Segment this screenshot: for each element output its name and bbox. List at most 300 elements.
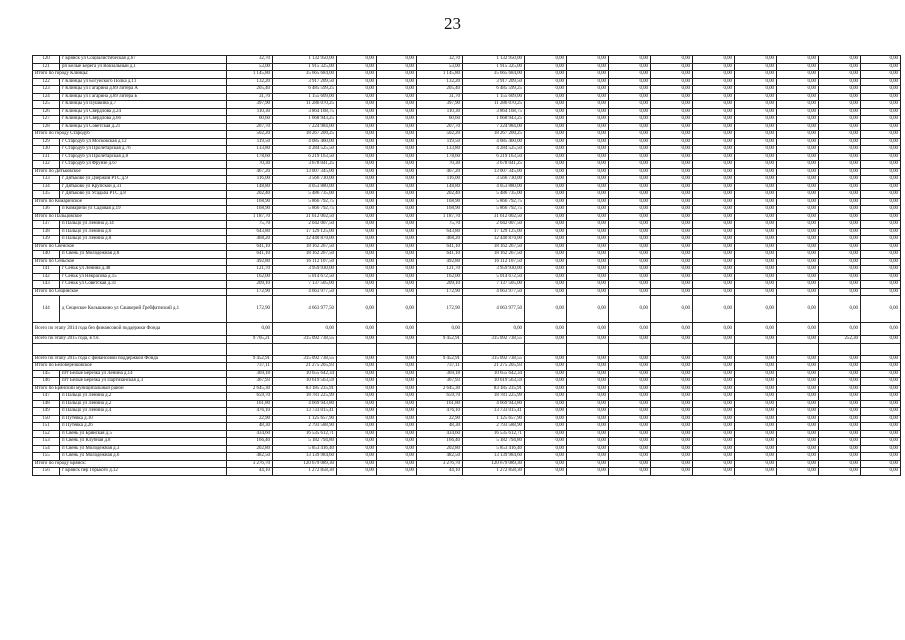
row-number: 156 (33, 468, 60, 476)
cell-value: 0,00 (377, 288, 417, 296)
cell-value: 116,00 (227, 176, 273, 184)
cell-value: 502,20 (417, 131, 463, 139)
cell-value: 0,00 (567, 393, 609, 401)
cell-value: 5 182 794,80 (463, 438, 525, 446)
cell-value: 0,00 (567, 131, 609, 139)
cell-value: 209,10 (417, 281, 463, 289)
cell-value: 0,00 (651, 323, 693, 336)
cell-value: 0,00 (377, 63, 417, 71)
cell-value: 0,00 (567, 78, 609, 86)
cell-value: 0,00 (777, 363, 819, 371)
cell-value: 0,00 (819, 86, 861, 94)
cell-value: 0,00 (525, 63, 567, 71)
cell-value: 0,00 (377, 78, 417, 86)
cell-value: 0,00 (735, 71, 777, 79)
row-address: г Брянск ул Социалистическая д.67 (60, 56, 227, 64)
cell-value: 0,00 (861, 78, 901, 86)
cell-value: 0,00 (567, 153, 609, 161)
row-address: пгт Белые Березка ул Ленина д.14 (60, 370, 227, 378)
cell-value: 202,40 (417, 191, 463, 199)
row-address: г Сеньк ул Некрасова д.15 (60, 273, 227, 281)
cell-value: 0,00 (609, 146, 651, 154)
cell-value: 0,00 (567, 221, 609, 229)
cell-value: 0,00 (567, 251, 609, 259)
row-number: 136 (33, 206, 60, 214)
cell-value: 315 092 738,55 (273, 336, 337, 344)
cell-value: 0,00 (567, 176, 609, 184)
cell-value: 0,00 (377, 438, 417, 446)
cell-value: 0,00 (861, 273, 901, 281)
cell-value: 0,00 (819, 423, 861, 431)
cell-value: 202,80 (227, 445, 273, 453)
row-address: пгт Белые Березка ул Партизанская д.3 (60, 378, 227, 386)
cell-value: 4 053 880,00 (463, 183, 525, 191)
cell-value: 168,90 (417, 206, 463, 214)
row-number: 130 (33, 146, 60, 154)
cell-value: 0,00 (735, 273, 777, 281)
cell-value: 0,00 (567, 183, 609, 191)
table-row (33, 93, 901, 101)
cell-value: 0,00 (819, 221, 861, 229)
cell-value: 0,00 (609, 453, 651, 461)
cell-value: 0,00 (651, 251, 693, 259)
cell-value: 0,00 (567, 355, 609, 363)
cell-value: 9 705,21 (227, 336, 273, 344)
table-row (33, 108, 901, 116)
cell-value: 0,00 (377, 258, 417, 266)
cell-value: 0,00 (609, 445, 651, 453)
cell-value: 4 284 525,50 (463, 146, 525, 154)
row-address: г Клинцы ул Гагарина д.89 литера А (60, 86, 227, 94)
cell-value: 0,00 (609, 266, 651, 274)
cell-value: 0,00 (609, 86, 651, 94)
table-row (33, 468, 901, 476)
row-label: Итого по Сещинское (33, 288, 227, 296)
cell-value: 0,00 (819, 56, 861, 64)
cell-value: 0,00 (777, 430, 819, 438)
row-address: п Пальцо ул Ленина д.8 (60, 236, 227, 244)
cell-value: 0,00 (651, 468, 693, 476)
cell-value: 0,00 (693, 296, 735, 323)
cell-value: 0,00 (525, 453, 567, 461)
table-row (33, 183, 901, 191)
cell-value: 0,00 (567, 430, 609, 438)
cell-value: 0,00 (337, 266, 377, 274)
cell-value: 0,00 (777, 78, 819, 86)
cell-value: 0,00 (777, 146, 819, 154)
cell-value: 0,00 (567, 168, 609, 176)
cell-value: 0,00 (693, 460, 735, 468)
cell-value (735, 343, 777, 355)
cell-value: 17 129 125,00 (463, 228, 525, 236)
cell-value: 0,00 (819, 63, 861, 71)
cell-value: 0,00 (377, 400, 417, 408)
row-label: Итого по городу Стародуб (33, 131, 227, 139)
cell-value: 35 665 684,00 (273, 71, 337, 79)
cell-value: 0,00 (567, 206, 609, 214)
cell-value: 0,00 (337, 423, 377, 431)
cell-value: 0,00 (735, 93, 777, 101)
cell-value: 0,00 (735, 108, 777, 116)
cell-value: 0,00 (777, 123, 819, 131)
cell-value: 0,00 (777, 438, 819, 446)
row-number: 146 (33, 378, 60, 386)
table-body (33, 56, 901, 476)
cell-value: 0,00 (819, 460, 861, 468)
cell-value: 0,00 (567, 258, 609, 266)
cell-value: 0,00 (819, 228, 861, 236)
cell-value: 0,00 (337, 445, 377, 453)
cell-value: 369,18 (227, 370, 273, 378)
row-number: 145 (33, 370, 60, 378)
cell-value: 0,00 (525, 408, 567, 416)
cell-value: 0,00 (693, 288, 735, 296)
cell-value: 0,00 (777, 71, 819, 79)
cell-value: 0,00 (525, 258, 567, 266)
cell-value: 0,00 (337, 63, 377, 71)
cell-value: 0,00 (861, 213, 901, 221)
cell-value: 0,00 (819, 378, 861, 386)
cell-value: 0,00 (377, 198, 417, 206)
cell-value: 21 275 205,93 (273, 363, 337, 371)
cell-value: 0,00 (525, 251, 567, 259)
cell-value: 0,00 (693, 281, 735, 289)
cell-value: 0,00 (525, 71, 567, 79)
table-row (33, 86, 901, 94)
cell-value: 0,00 (651, 131, 693, 139)
cell-value: 0,00 (693, 378, 735, 386)
cell-value: 0,00 (609, 161, 651, 169)
cell-value: 0,00 (609, 370, 651, 378)
cell-value: 0,00 (735, 213, 777, 221)
cell-value: 0,00 (861, 430, 901, 438)
cell-value: 0,00 (861, 423, 901, 431)
cell-value: 2 645,30 (417, 385, 463, 393)
cell-value: 0,00 (777, 206, 819, 214)
table-subtotal-row (33, 385, 901, 393)
cell-value: 0,00 (861, 385, 901, 393)
cell-value: 0,00 (377, 445, 417, 453)
cell-value: 166,40 (227, 438, 273, 446)
cell-value: 0,00 (609, 415, 651, 423)
row-address: г Клинцы ул Пушкина д.7 (60, 101, 227, 109)
cell-value: 0,00 (693, 363, 735, 371)
cell-value: 83 185 235,91 (463, 385, 525, 393)
cell-value: 0,00 (861, 56, 901, 64)
cell-value (567, 343, 609, 355)
cell-value: 0,00 (651, 206, 693, 214)
cell-value: 0,00 (735, 445, 777, 453)
cell-value: 4 085 460,00 (273, 138, 337, 146)
cell-value: 0,00 (693, 86, 735, 94)
cell-value: 0,00 (525, 146, 567, 154)
cell-value: 0,00 (609, 78, 651, 86)
cell-value: 0,00 (693, 191, 735, 199)
cell-value: 659,70 (227, 393, 273, 401)
cell-value: 0,00 (735, 438, 777, 446)
cell-value: 0,00 (525, 336, 567, 344)
cell-value: 0,00 (651, 423, 693, 431)
cell-value: 0,00 (609, 400, 651, 408)
cell-value: 0,00 (525, 323, 567, 336)
cell-value: 0,00 (861, 415, 901, 423)
cell-value: 5 486 735,00 (273, 191, 337, 199)
cell-value: 0,00 (337, 281, 377, 289)
cell-value: 166,40 (417, 438, 463, 446)
cell-value: 0,00 (693, 161, 735, 169)
cell-value: 0,00 (861, 228, 901, 236)
cell-value: 0,00 (777, 273, 819, 281)
cell-value: 0,00 (525, 460, 567, 468)
cell-value: 0,00 (693, 221, 735, 229)
row-address: г Клинцы ул Богунского Полка д.11 (60, 78, 227, 86)
cell-value: 0,00 (377, 146, 417, 154)
cell-value: 367,93 (227, 378, 273, 386)
cell-value: 0,00 (861, 296, 901, 323)
cell-value: 132,20 (227, 78, 273, 86)
cell-value: 0,00 (819, 176, 861, 184)
cell-value: 0,00 (651, 288, 693, 296)
table-row (33, 101, 901, 109)
cell-value: 0,00 (337, 370, 377, 378)
row-address: г Дятьково ул Дзержин РТС д.9 (60, 176, 227, 184)
cell-value: 0,00 (777, 323, 819, 336)
cell-value: 0,00 (609, 93, 651, 101)
cell-value: 0,00 (525, 430, 567, 438)
cell-value: 1 145,80 (227, 71, 273, 79)
table-row (33, 343, 901, 355)
cell-value: 0,00 (861, 438, 901, 446)
table-subtotal-row (33, 198, 901, 206)
cell-value: 0,00 (337, 460, 377, 468)
cell-value: 0,00 (819, 408, 861, 416)
cell-value: 0,00 (651, 123, 693, 131)
cell-value: 0,00 (567, 108, 609, 116)
table-subtotal-row (33, 363, 901, 371)
cell-value: 0,00 (273, 323, 337, 336)
cell-value: 0,00 (651, 243, 693, 251)
cell-value: 0,00 (861, 453, 901, 461)
cell-value: 5 866 792,75 (273, 198, 337, 206)
cell-value: 16 535 612,71 (463, 430, 525, 438)
cell-value: 0,00 (819, 101, 861, 109)
cell-value: 0,00 (525, 400, 567, 408)
cell-value: 6 219 163,50 (273, 153, 337, 161)
table-row (33, 400, 901, 408)
cell-value: 12 440 870,00 (463, 236, 525, 244)
cell-value: 0,00 (337, 116, 377, 124)
cell-value: 0,00 (609, 198, 651, 206)
cell-value: 0,00 (777, 266, 819, 274)
cell-value: 0,00 (861, 363, 901, 371)
cell-value: 116,00 (417, 176, 463, 184)
cell-value: 148,80 (417, 183, 463, 191)
cell-value: 5 853 416,40 (463, 445, 525, 453)
cell-value: 162,00 (227, 273, 273, 281)
cell-value: 0,00 (777, 408, 819, 416)
cell-value: 3 959 930,00 (273, 266, 337, 274)
cell-value (377, 343, 417, 355)
cell-value: 0,00 (651, 93, 693, 101)
cell-value: 0,00 (693, 445, 735, 453)
cell-value: 0,00 (377, 323, 417, 336)
cell-value: 0,00 (735, 251, 777, 259)
cell-value: 0,00 (651, 108, 693, 116)
table-row (33, 438, 901, 446)
table-row (33, 273, 901, 281)
cell-value: 18 267 200,25 (273, 131, 337, 139)
cell-value: 0,00 (777, 138, 819, 146)
cell-value: 1 155 609,00 (463, 93, 525, 101)
cell-value: 0,00 (777, 243, 819, 251)
table-row (33, 78, 901, 86)
cell-value: 0,00 (735, 355, 777, 363)
cell-value: 1 272 858,30 (463, 468, 525, 476)
cell-value: 0,00 (337, 415, 377, 423)
row-label: Всего по этапу 2015 года с финансовой поддержкой Фонда (33, 355, 227, 363)
cell-value: 0,00 (735, 56, 777, 64)
cell-value: 482,50 (227, 453, 273, 461)
cell-value: 0,00 (651, 138, 693, 146)
cell-value: 209,10 (227, 281, 273, 289)
cell-value: 0,00 (377, 266, 417, 274)
cell-value: 0,00 (377, 408, 417, 416)
table-subtotal-row (33, 258, 901, 266)
cell-value: 0,00 (609, 221, 651, 229)
cell-value: 0,00 (777, 370, 819, 378)
resettlement-table (32, 55, 901, 476)
cell-value: 0,00 (609, 138, 651, 146)
cell-value: 0,00 (525, 176, 567, 184)
cell-value: 0,00 (651, 228, 693, 236)
table-subtotal-row (33, 355, 901, 363)
row-number: 120 (33, 56, 60, 64)
cell-value: 9 452,91 (417, 336, 463, 344)
cell-value: 0,00 (777, 86, 819, 94)
row-number: 128 (33, 123, 60, 131)
cell-value: 2 645,30 (227, 385, 273, 393)
row-number: 127 (33, 116, 60, 124)
cell-value: 0,00 (337, 258, 377, 266)
cell-value: 110,30 (417, 108, 463, 116)
row-address: п Свень ул Клубная д.8 (60, 438, 227, 446)
cell-value: 0,00 (377, 86, 417, 94)
row-label: Итого по Белоберезковское (33, 363, 227, 371)
cell-value: 0,00 (337, 131, 377, 139)
cell-value: 0,00 (819, 370, 861, 378)
cell-value: 0,00 (693, 251, 735, 259)
cell-value: 0,00 (651, 370, 693, 378)
cell-value: 0,00 (227, 323, 273, 336)
cell-value: 0,00 (337, 71, 377, 79)
row-label: Итого по Пальцовское (33, 213, 227, 221)
cell-value: 161,80 (417, 400, 463, 408)
cell-value: 0,00 (651, 378, 693, 386)
row-address: п Свень ул Брянская д.5 (60, 430, 227, 438)
cell-value: 0,00 (777, 153, 819, 161)
table-row (33, 228, 901, 236)
cell-value: 0,00 (861, 93, 901, 101)
cell-value: 0,00 (567, 281, 609, 289)
cell-value: 0,00 (525, 445, 567, 453)
cell-value: 0,00 (337, 198, 377, 206)
cell-value: 0,00 (525, 198, 567, 206)
cell-value: 0,00 (819, 323, 861, 336)
cell-value: 75,70 (227, 221, 273, 229)
cell-value: 5 014 672,50 (273, 273, 337, 281)
cell-value: 0,00 (861, 378, 901, 386)
cell-value: 207,70 (417, 123, 463, 131)
cell-value: 0,00 (819, 236, 861, 244)
cell-value: 0,00 (525, 153, 567, 161)
cell-value: 0,00 (819, 363, 861, 371)
cell-value: 0,00 (651, 56, 693, 64)
cell-value: 0,00 (377, 370, 417, 378)
cell-value: 0,00 (777, 400, 819, 408)
cell-value (777, 343, 819, 355)
cell-value: 0,00 (609, 423, 651, 431)
table-row (33, 63, 901, 71)
row-number: 144 (33, 296, 60, 323)
cell-value: 0,00 (525, 213, 567, 221)
table-subtotal-row (33, 323, 901, 336)
cell-value: 178,60 (227, 153, 273, 161)
row-address: п Пальцо ул Ленина д.2 (60, 400, 227, 408)
cell-value: 0,00 (377, 453, 417, 461)
cell-value: 0,00 (337, 323, 377, 336)
cell-value: 0,00 (819, 138, 861, 146)
row-number: 124 (33, 93, 60, 101)
cell-value: 0,00 (777, 131, 819, 139)
cell-value: 5 866 792,75 (463, 206, 525, 214)
table-row (33, 161, 901, 169)
cell-value: 0,00 (777, 296, 819, 323)
row-number: 138 (33, 228, 60, 236)
cell-value: 502,20 (227, 131, 273, 139)
cell-value: 0,00 (337, 146, 377, 154)
cell-value: 10 619 563,59 (273, 378, 337, 386)
cell-value: 0,00 (337, 251, 377, 259)
cell-value: 18 162 267,50 (463, 251, 525, 259)
cell-value: 4 085 460,00 (463, 138, 525, 146)
cell-value: 0,00 (567, 93, 609, 101)
cell-value: 0,00 (609, 430, 651, 438)
cell-value: 0,00 (819, 183, 861, 191)
row-number: 121 (33, 63, 60, 71)
cell-value: 3 276,70 (227, 460, 273, 468)
cell-value: 0,00 (651, 176, 693, 184)
cell-value: 0,00 (651, 438, 693, 446)
table-subtotal-row (33, 288, 901, 296)
table-subtotal-row (33, 168, 901, 176)
cell-value: 0,00 (819, 266, 861, 274)
cell-value: 0,00 (609, 323, 651, 336)
cell-value: 0,00 (651, 213, 693, 221)
row-address: п Пальцо ул Ленина д.6 (60, 228, 227, 236)
cell-value: 0,00 (609, 228, 651, 236)
cell-value: 7 224 984,00 (273, 123, 337, 131)
cell-value: 0,00 (337, 393, 377, 401)
cell-value: 0,00 (735, 86, 777, 94)
cell-value: 0,00 (861, 408, 901, 416)
cell-value: 0,00 (337, 378, 377, 386)
cell-value (463, 343, 525, 355)
table-subtotal-row (33, 243, 901, 251)
cell-value: 120 679 089,30 (463, 460, 525, 468)
cell-value: 0,00 (609, 191, 651, 199)
cell-value: 132,20 (417, 78, 463, 86)
cell-value: 0,00 (525, 296, 567, 323)
